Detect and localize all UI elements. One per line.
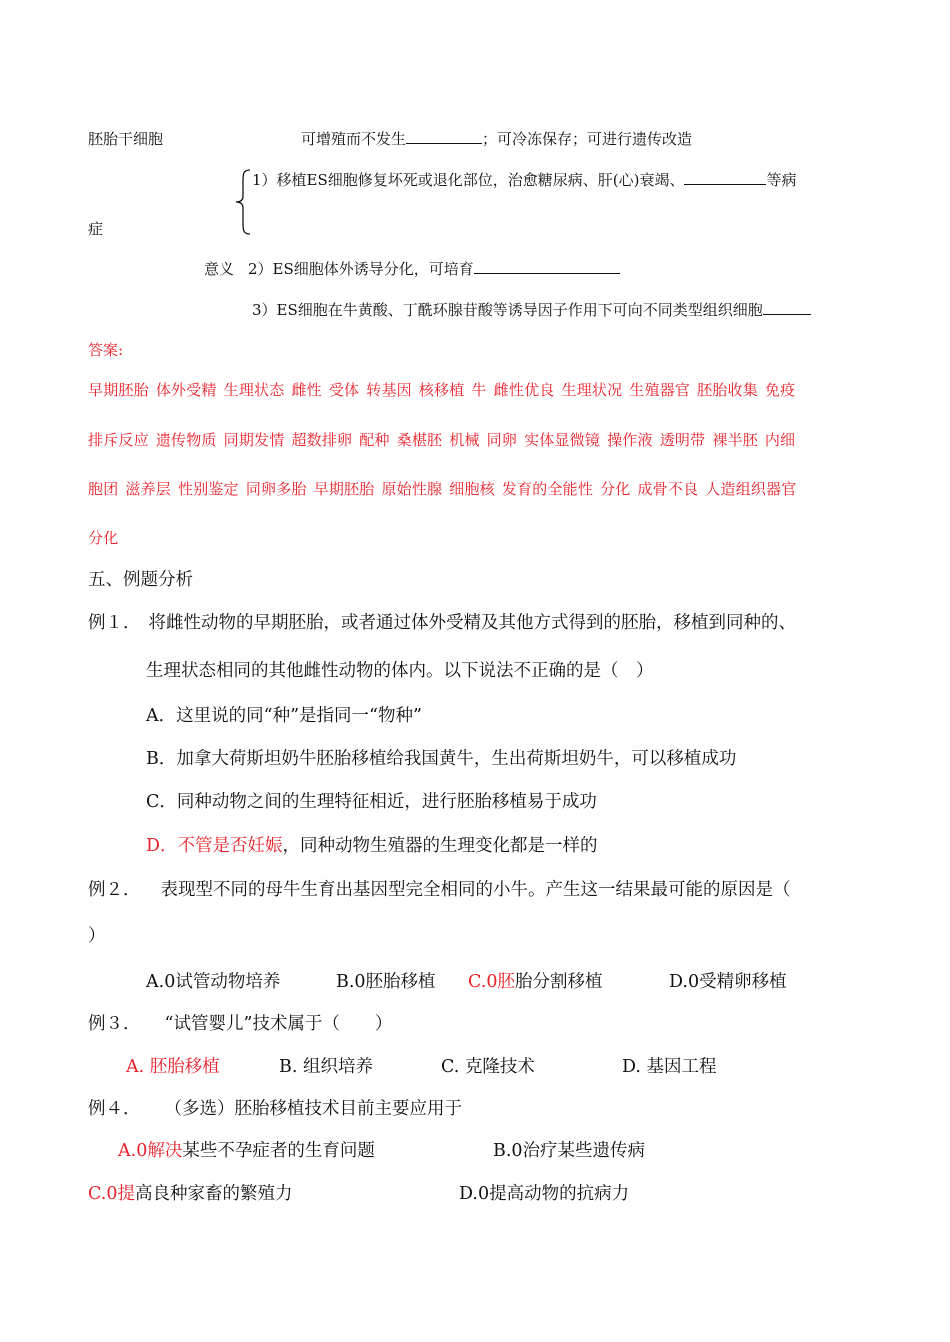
answer-term: 排斥反应: [88, 431, 149, 449]
answer-term: 雌性: [291, 381, 322, 399]
answer-term: 同卵: [486, 431, 518, 449]
ex2-option-c-rest: 胎分割移植: [514, 972, 603, 992]
blank-line: [406, 128, 482, 144]
ex1-option-a: A．这里说的同“种”是指同一“物种”: [146, 706, 422, 726]
answer-term: 性别鉴定: [178, 480, 239, 498]
answer-term: 裸半胚: [712, 431, 758, 449]
ex4-option-c-rest: 高良种家畜的繁殖力: [134, 1184, 293, 1204]
answers-line-3: [88, 478, 804, 499]
ex2-option-c-red: C.0胚: [468, 972, 515, 992]
answer-term: 操作液: [607, 431, 653, 449]
answer-term: 分化: [600, 480, 631, 498]
curly-brace-icon: [234, 168, 252, 236]
ex2-stem-line1: [88, 876, 791, 901]
ex4-option-b: B.0治疗某些遗传病: [493, 1141, 646, 1161]
es-item1-text: 1）移植ES细胞修复坏死或退化部位，治愈糖尿病、肝(心)衰竭、: [252, 171, 685, 189]
answer-term: 核移植: [418, 381, 465, 399]
answer-term: 牛: [471, 381, 487, 399]
answer-term: 机械: [449, 431, 480, 449]
es-property-line: [301, 128, 692, 149]
meaning-label: 意义: [204, 260, 235, 278]
answer-term: 原始性腺: [381, 480, 443, 498]
answer-term: 细胞核: [449, 480, 495, 498]
ex2-stem-line2: ）: [88, 926, 106, 946]
ex4-option-a: [118, 1137, 375, 1162]
ex2-option-c: [468, 968, 602, 993]
answer-term: 超数排卵: [291, 431, 353, 449]
answer-term: 生理状况: [561, 381, 623, 399]
ex2-option-a: A.0试管动物培养: [146, 972, 281, 992]
answer-term: 成骨不良: [637, 480, 699, 498]
answer-term: 胞团: [88, 480, 119, 498]
ex1-option-d-rest: ，同种动物生殖器的生理变化都是一样的: [282, 836, 598, 856]
answer-term: 遗传物质: [155, 431, 217, 449]
answer-term: 分化: [88, 529, 119, 547]
answers-line-2: [88, 429, 802, 450]
ex1-stem-line1: [88, 609, 796, 634]
ex2-stem-text: 表现型不同的母牛生育出基因型完全相同的小牛。产生这一结果最可能的原因是（: [160, 880, 791, 900]
ex4-option-c-red: C.0提: [88, 1184, 135, 1204]
ex4-stem: [88, 1095, 462, 1120]
answer-term: 滋养层: [125, 480, 172, 498]
ex3-option-c: C. 克隆技术: [441, 1057, 535, 1077]
ex1-option-b: B．加拿大荷斯坦奶牛胚胎移植给我国黄牛，生出荷斯坦奶牛，可以移植成功: [146, 749, 737, 769]
ex3-option-b: B. 组织培养: [279, 1057, 373, 1077]
ex3-option-d: D. 基因工程: [622, 1057, 717, 1077]
es-item2: [204, 258, 620, 279]
answer-term: 早期胚胎: [88, 381, 149, 399]
answer-term: 透明带: [659, 431, 706, 449]
answer-term: 人造组织器官: [705, 480, 797, 498]
es-item1-suffix: 等病: [766, 171, 797, 189]
ex4-option-a-rest: 某些不孕症者的生育问题: [182, 1141, 375, 1161]
es-item2-text: 2）ES细胞体外诱导分化，可培育: [248, 260, 474, 278]
ex1-option-d-red: D．不管是否妊娠: [146, 836, 283, 856]
answer-term: 转基因: [366, 381, 412, 399]
ex4-stem-text: （多选）胚胎移植技术目前主要应用于: [164, 1099, 462, 1119]
answer-term: 桑椹胚: [396, 431, 443, 449]
section-title: 五、例题分析: [88, 570, 193, 590]
ex3-stem-text: “试管婴儿”技术属于（ ）: [164, 1014, 393, 1034]
ex3-stem: [88, 1010, 392, 1035]
answer-term: 实体显微镜: [524, 431, 601, 449]
answer-term: 发育的全能性: [501, 480, 594, 498]
ex4-label: 例４．: [88, 1099, 141, 1119]
ex3-label: 例３．: [88, 1014, 141, 1034]
ex4-option-d: D.0提高动物的抗病力: [459, 1184, 630, 1204]
answer-term: 早期胚胎: [313, 480, 375, 498]
es-item1: [252, 169, 797, 190]
ex1-option-c: C．同种动物之间的生理特征相近，进行胚胎移植易于成功: [146, 792, 597, 812]
es-property-rest: ；可冷冻保存；可进行遗传改造: [482, 130, 693, 148]
answer-term: 生理状态: [223, 381, 285, 399]
answer-term: 配种: [359, 431, 390, 449]
blank-line: [684, 169, 766, 185]
ex1-stem-line2: 生理状态相同的其他雌性动物的体内。以下说法不正确的是（ ）: [146, 661, 654, 681]
answers-line-4: [88, 527, 125, 548]
answer-term: 同期发情: [223, 431, 285, 449]
answer-term: 雌性优良: [493, 381, 555, 399]
es-label: 胚胎干细胞: [88, 130, 164, 148]
answer-term: 免疫: [764, 381, 796, 399]
answer-term: 内细: [764, 431, 796, 449]
ex2-label: 例２．: [88, 880, 141, 900]
es-item3: [252, 299, 811, 320]
ex1-option-d: [146, 832, 598, 857]
es-property-text: 可增殖而不发生: [301, 130, 407, 148]
answers-line-1: [88, 379, 802, 400]
blank-line: [763, 299, 811, 315]
blank-line: [474, 258, 620, 274]
es-item3-text: 3）ES细胞在牛黄酸、丁酰环腺苷酸等诱导因子作用下可向不同类型组织细胞: [252, 301, 763, 319]
answer-term: 胚胎收集: [697, 381, 758, 399]
answers-heading: 答案:: [88, 341, 124, 359]
ex3-option-a: A. 胚胎移植: [126, 1057, 220, 1077]
answer-term: 受体: [328, 381, 360, 399]
ex4-option-c: [88, 1180, 292, 1205]
ex4-option-a-red: A.0解决: [118, 1141, 183, 1161]
answer-term: 同卵多胎: [245, 480, 307, 498]
ex2-option-b: B.0胚胎移植: [336, 972, 436, 992]
ex1-label: 例１．: [88, 613, 141, 633]
ex2-option-d: D.0受精卵移植: [669, 972, 787, 992]
es-item1-wrap: 症: [88, 220, 104, 238]
answer-term: 体外受精: [155, 381, 217, 399]
answer-term: 生殖器官: [629, 381, 691, 399]
ex1-stem-text: 将雌性动物的早期胚胎，或者通过体外受精及其他方式得到的胚胎，移植到同种的、: [148, 613, 796, 633]
